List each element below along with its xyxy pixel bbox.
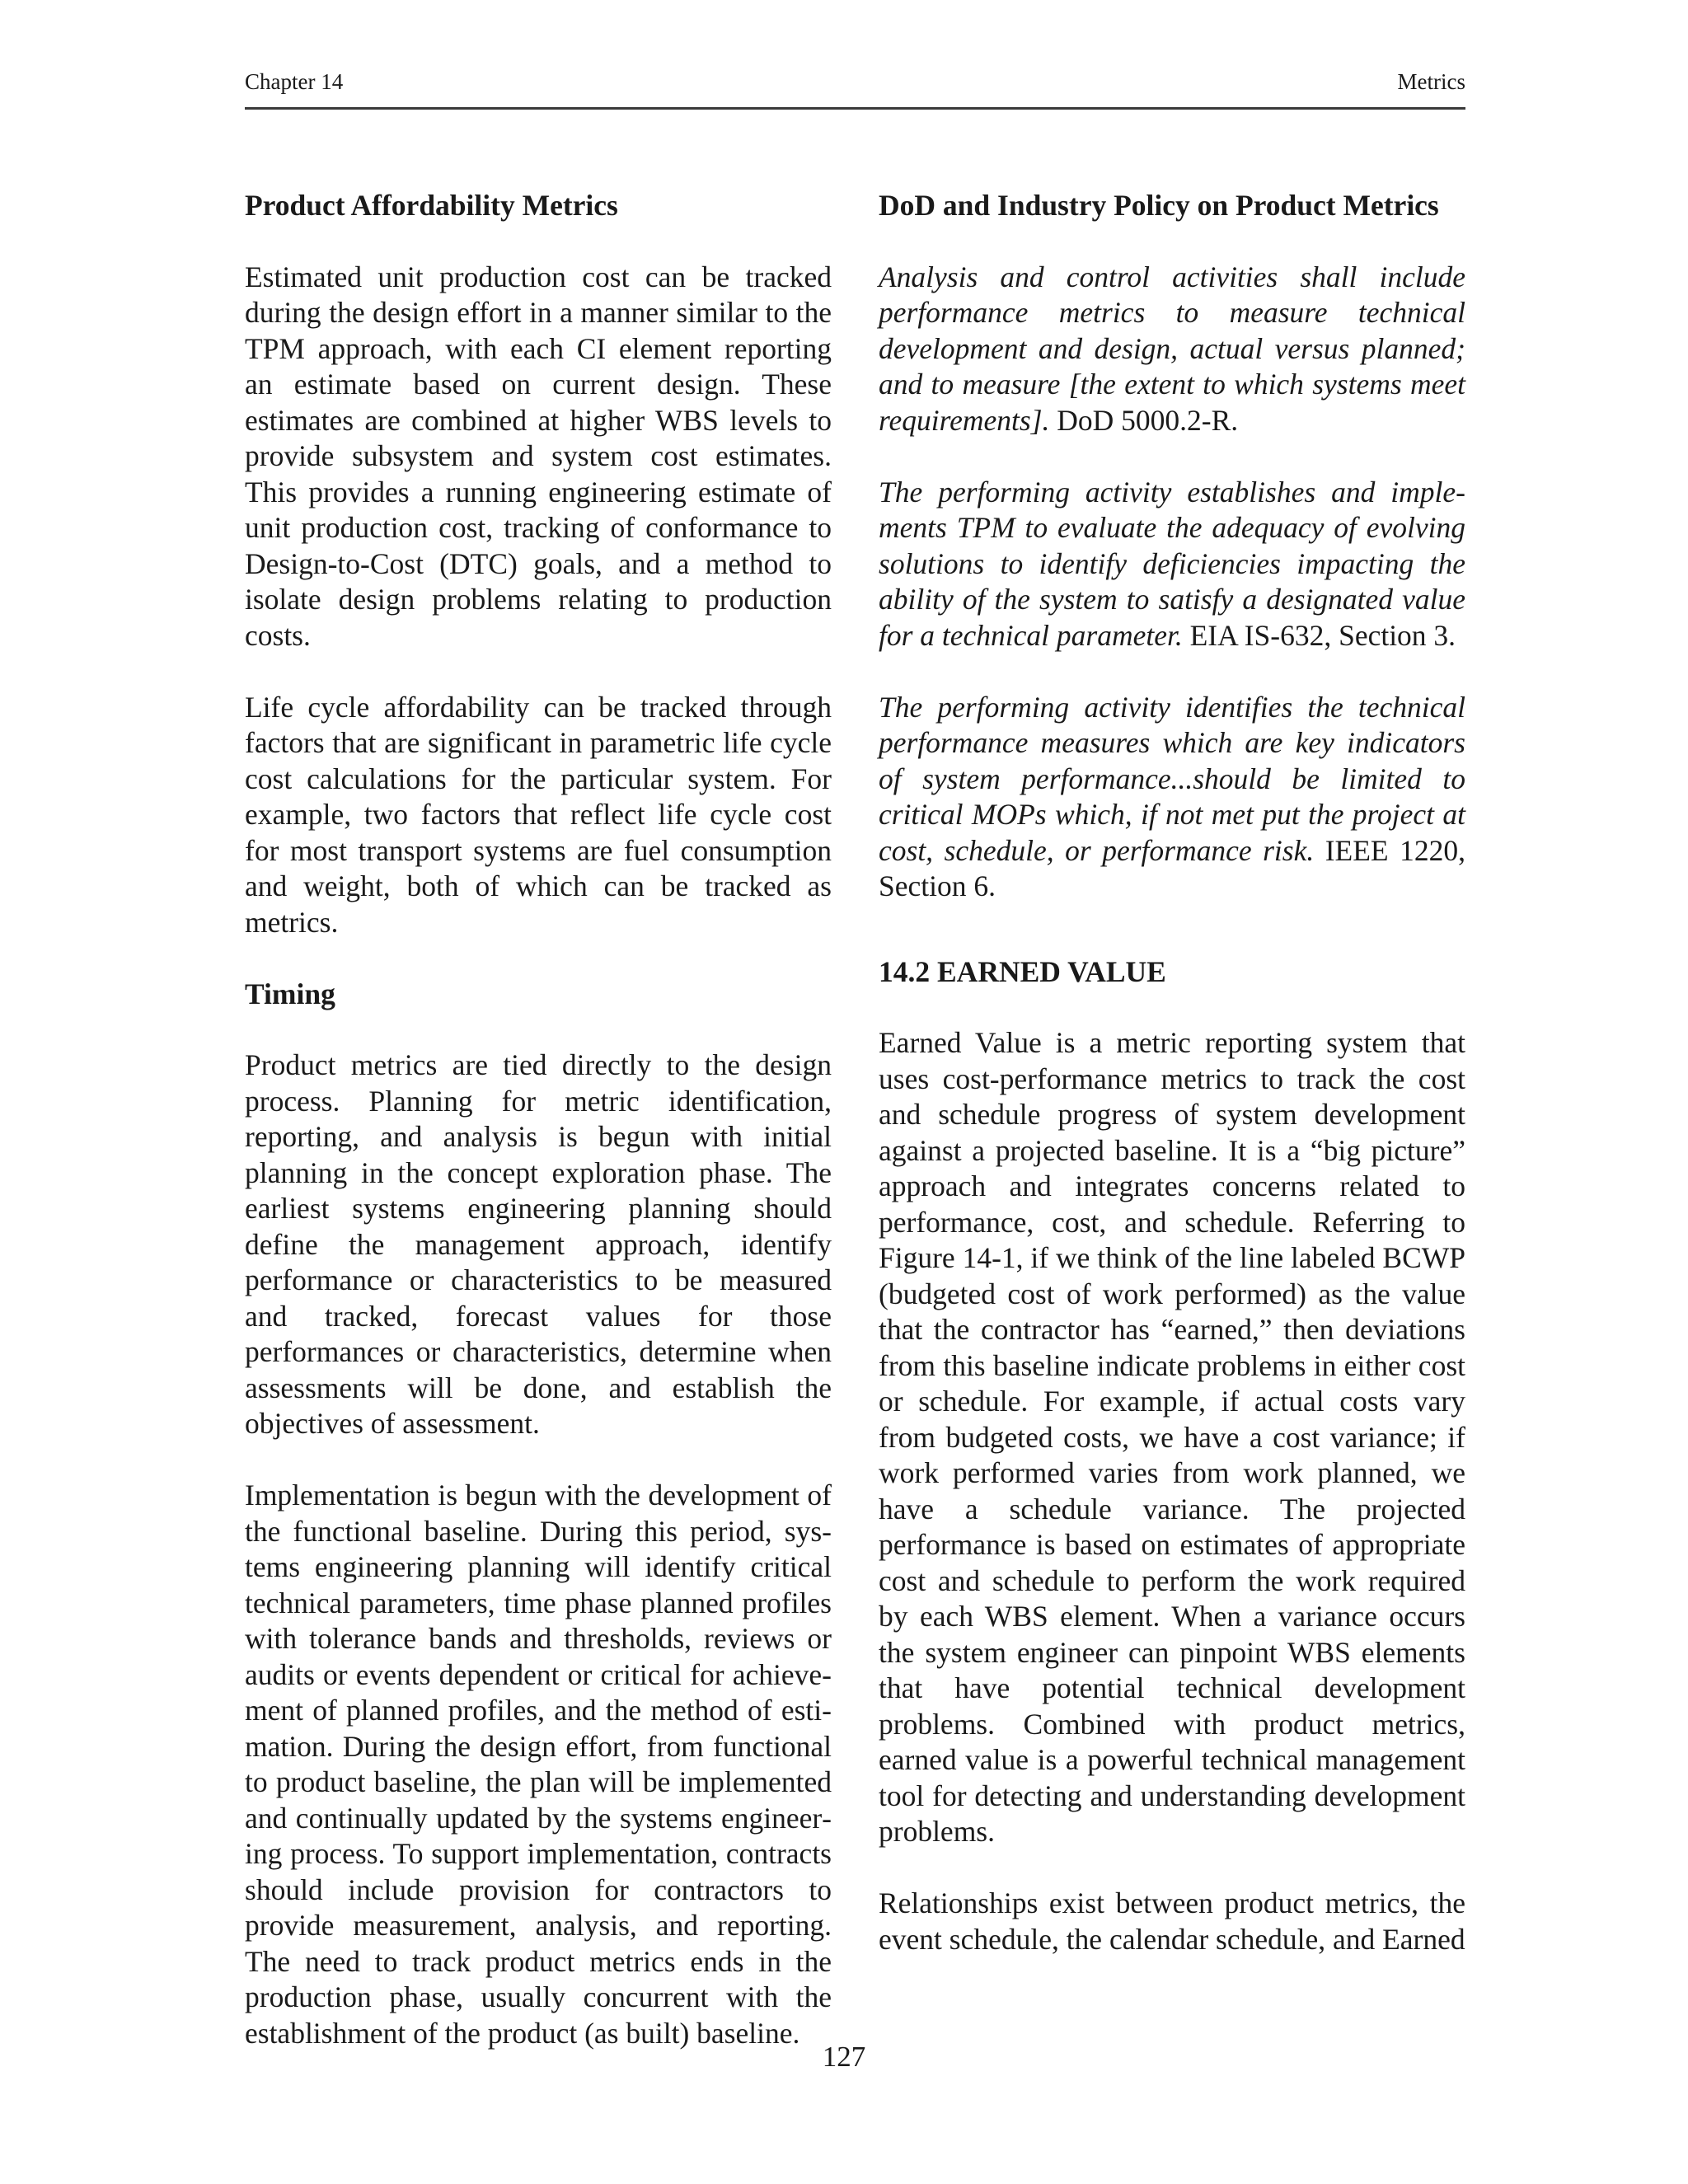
affordability-heading: Product Affordability Metrics (245, 189, 618, 222)
left-column (245, 188, 832, 2088)
earned-value-heading: 14.2 EARNED VALUE (879, 954, 1166, 988)
quote-text: The performing activity establishes and implements TPM to evaluate the adequacy of evolving solutions to identify deficiencies impacting the ability of the system to satisfy a designated value for a technical parameter. (879, 475, 1465, 652)
running-header (245, 69, 1465, 110)
earned-value-paragraph-1: Earned Value is a metric reporting system that uses cost-performance metrics to track the cost and schedule progress of system development against a projected baseline. It is a “big picture” approach and integrates concerns related to performance, cost, and schedule. Referring to Figure 14-1, if we think of the line labeled BCWP (budgeted cost of work performed) as the value that the contractor has “earned,” then deviations from this baseline indicate problems in either cost or schedule. For example, if actual costs vary from budgeted costs, we have a cost variance; if work performed varies from work planned, we have a schedule variance. The projected performance is based on estimates of appropriate cost and schedule to perform the work required by each WBS element. When a variance occurs the system engineer can pinpoint WBS elements that have potential technical development problems. Combined with product metrics, earned value is a powerful technical management tool for detecting and understanding development problems. (879, 1026, 1465, 1848)
affordability-paragraph-1: Estimated unit production cost can be tracked during the design effort in a manner similar to the TPM approach, with each CI element reporting an estimate based on current design. These estimates are combined at higher WBS levels to provide subsystem and system cost estimates. This provides a running engineering estimate of unit production cost, tracking of conformance to Design-to-Cost (DTC) goals, and a method to isolate design problems relating to production costs. (245, 260, 832, 652)
timing-paragraph-2: Implementation is begun with the development of the functional baseline. During this period, systems engineering planning will identify critical technical parameters, time phase planned profiles with tolerance bands and thresholds, reviews or audits or events dependent or critical for achievement of planned profiles, and the method of estimation. During the design effort, from functional to product baseline, the plan will be implemented and continually updated by the systems engineering process. To support implementation, contracts should include provision for contractors to provide measurement, analysis, and reporting. The need to track product metrics ends in the production phase, usually concurrent with the establishment of the product (as built) baseline. (245, 1479, 832, 2050)
policy-quote-eia (879, 475, 1465, 654)
quote-source: DoD 5000.2-R. (1049, 403, 1239, 437)
affordability-paragraph-2: Life cycle affordability can be tracked through factors that are significant in parametric life cycle cost calculations for the particular system. For example, two factors that reflect life cycle cost for most transport systems are fuel consumption and weight, both of which can be tracked as metrics. (245, 690, 832, 939)
quote-source: IEEE 1220, Section 6. (879, 833, 1465, 902)
earned-value-paragraph-2: Relationships exist between product metrics, the event schedule, the calendar schedule, and Earned (879, 1886, 1465, 1956)
timing-paragraph-1: Product metrics are tied directly to the design process. Planning for metric identification, reporting, and analysis is begun with initial planning in the concept exploration phase. The earliest systems engineering planning should define the management approach, identify performance or characteristics to be measured and tracked, forecast values for those performances or characteristics, determine when assessments will be done, and establish the objectives of assessment. (245, 1048, 832, 1440)
quote-source: EIA IS-632, Section 3. (1182, 618, 1456, 652)
quote-text: Analysis and control activities shall include performance metrics to measure technical development and design, actual versus planned; and to measure [the extent to which systems meet requirements]. (879, 260, 1465, 437)
chapter-label: Chapter 14 (245, 69, 344, 94)
policy-heading: DoD and Industry Policy on Product Metrics (879, 189, 1439, 222)
policy-quote-dod (879, 260, 1465, 439)
policy-quote-ieee (879, 690, 1465, 905)
page-number: 127 (822, 2041, 866, 2073)
right-column (879, 188, 1465, 1994)
quote-text: The performing activity identifies the technical performance measures which are key indicators of system performance...should be limited to critical MOPs which, if not met put the project at cost, schedule, or performance risk. (879, 690, 1465, 867)
section-label: Metrics (1397, 69, 1465, 94)
timing-heading: Timing (245, 977, 335, 1010)
